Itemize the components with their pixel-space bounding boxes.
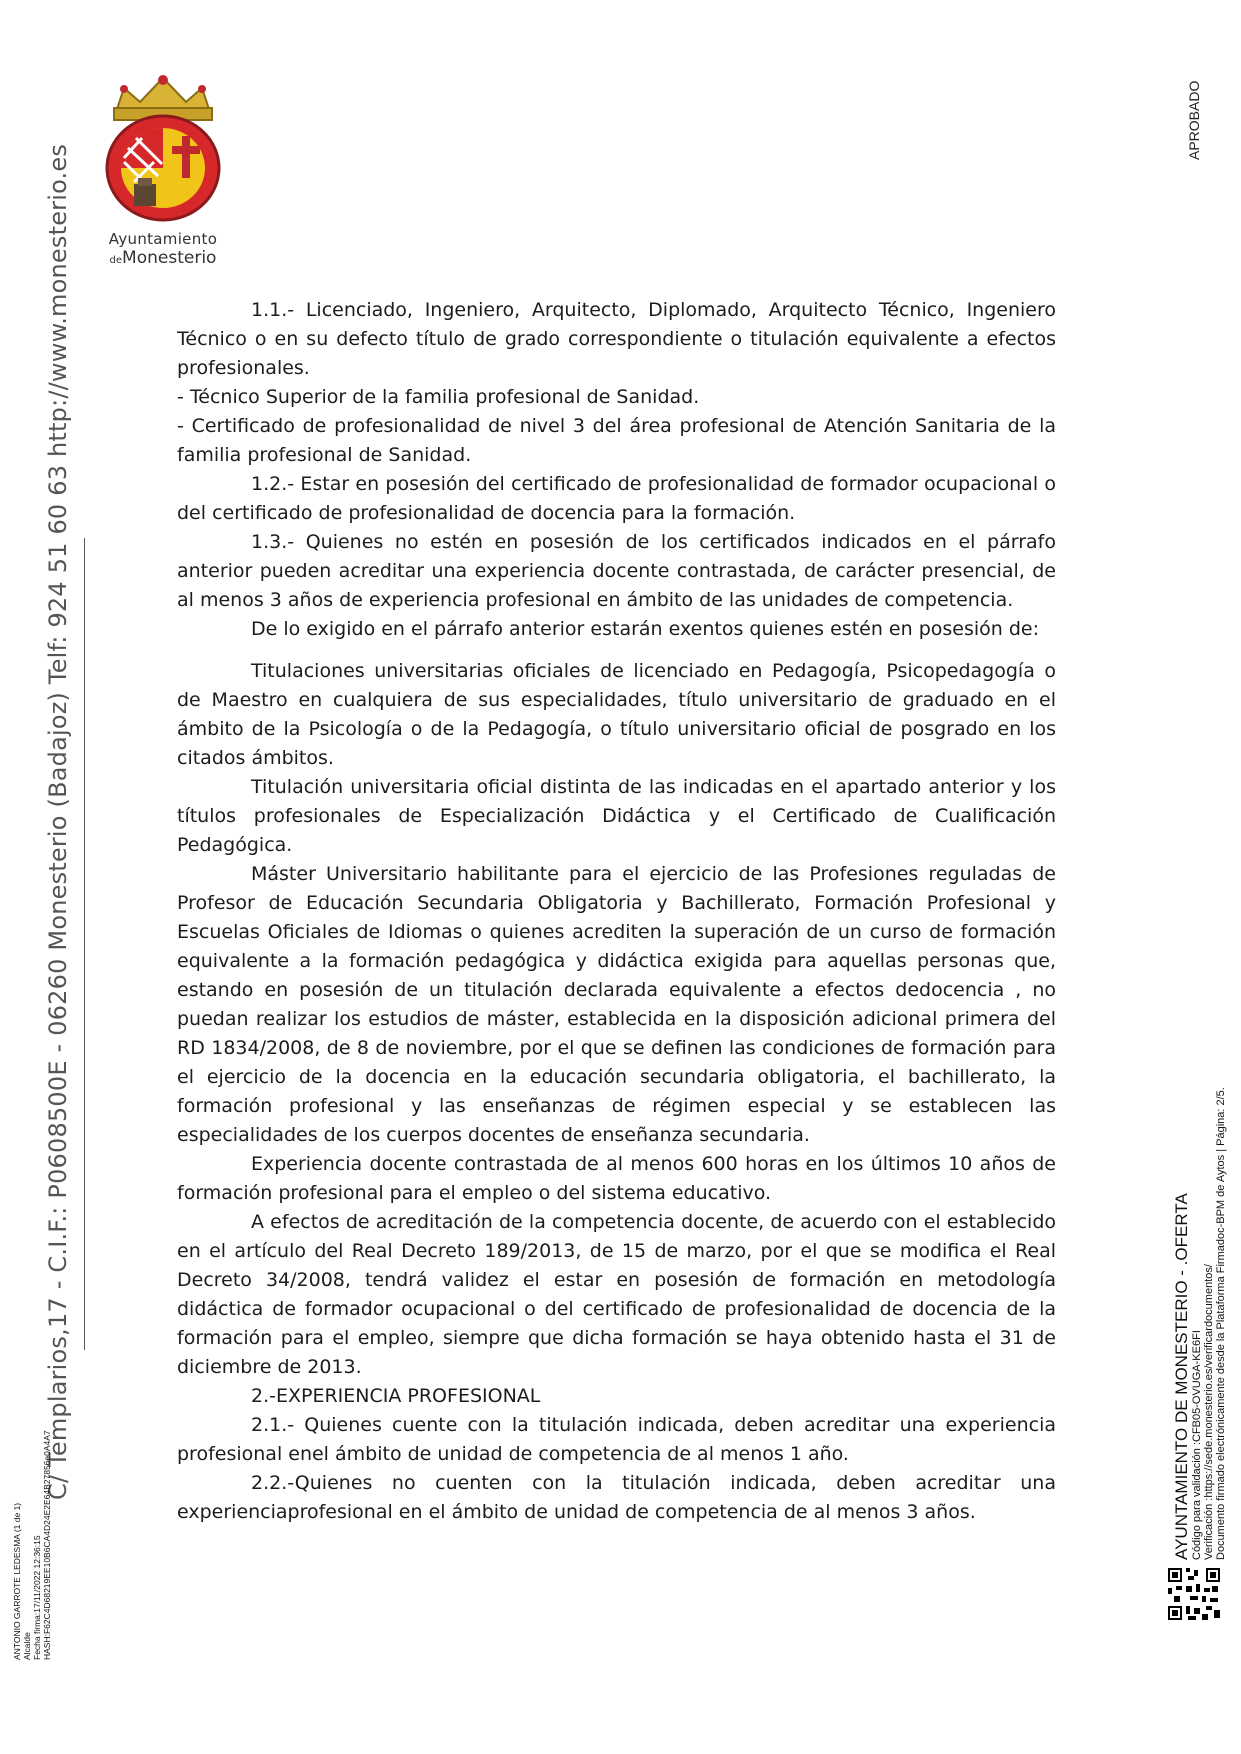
signer-role: Alcalde — [22, 1632, 32, 1660]
paragraph: A efectos de acreditación de la competencia docente, de acuerdo con el establecido en el artículo del Real Decreto 189/2013, de 15 de marzo, por el que se modifica el Real Decreto 34/2008, tendrá validez el estar en posesión de formación en metodología didáctica de formador ocupacional o del certificado de profesionalidad de docencia de la formación para el empleo, siempre que dicha formación se haya obtenido hasta el 31 de diciembre de 2013. — [177, 1211, 1056, 1378]
municipal-logo — [88, 72, 238, 272]
validation-title: AYUNTAMIENTO DE MONESTERIO - .OFERTA — [1172, 1193, 1191, 1560]
paragraph: 2.2.-Quienes no cuenten con la titulación indicada, deben acreditar una experienciaprofesional en el ámbito de unidad de competencia de al menos 3 años. — [177, 1472, 1056, 1523]
paragraph: Experiencia docente contrastada de al menos 600 horas en los últimos 10 años de formación profesional para el empleo o del sistema educativo. — [177, 1153, 1056, 1204]
document-body — [177, 296, 1056, 1527]
signature-date: Fecha firma:17/11/2022 12:36:15 — [32, 1535, 42, 1660]
validation-code: Código para validación :CFB05-OVUGA-KE6FI — [1191, 1330, 1203, 1560]
signature-hash: HASH:F62C4D68219EE10B6CA4D24E2E64B27856e0A4A7 — [42, 1430, 52, 1660]
paragraph: 2.1.- Quienes cuente con la titulación indicada, deben acreditar una experiencia profesional enel ámbito de unidad de competencia de al menos 1 año. — [177, 1414, 1056, 1465]
validation-url: Verificación :https://sede.monesterio.es/verificardocumentos/ — [1203, 1264, 1215, 1560]
validation-signed: Documento firmado electrónicamente desde la Plataforma Firmadoc-BPM de Aytos | Página: 2/5. — [1215, 1087, 1227, 1560]
approval-stamp: APROBADO — [1186, 80, 1202, 160]
paragraph: - Certificado de profesionalidad de nivel 3 del área profesional de Atención Sanitaria de la familia profesional de Sanidad. — [177, 415, 1056, 466]
logo-line2 — [88, 248, 238, 268]
signature-block — [12, 1430, 52, 1660]
municipal-address: C/ Templarios,17 - C.I.F.: P0608500E - 06260 Monesterio (Badajoz) Telf: 924 51 60 63 http://www.monesterio.es — [44, 143, 72, 1500]
qr-code-icon — [1166, 1566, 1222, 1622]
logo-prefix: de — [109, 255, 123, 266]
paragraph: 1.1.- Licenciado, Ingeniero, Arquitecto, Diplomado, Arquitecto Técnico, Ingeniero Técnico o en su defecto título de grado correspondiente o titulación equivalente a efectos profesionales. — [177, 299, 1056, 379]
paragraph: 1.2.- Estar en posesión del certificado de profesionalidad de formador ocupacional o del certificado de profesionalidad de docencia para la formación. — [177, 473, 1056, 524]
validation-block — [1172, 1087, 1227, 1560]
paragraph: Titulación universitaria oficial distinta de las indicadas en el apartado anterior y los títulos profesionales de Especialización Didáctica y el Certificado de Cualificación Pedagógica. — [177, 776, 1056, 856]
coat-of-arms-icon — [94, 72, 232, 222]
paragraph: Titulaciones universitarias oficiales de licenciado en Pedagogía, Psicopedagogía o de Maestro en cualquiera de sus especialidades, título universitario de graduado en el ámbito de la Psicología o de la Pedagogía, o título universitario oficial de posgrado en los citados ámbitos. — [177, 660, 1056, 769]
paragraph: - Técnico Superior de la familia profesional de Sanidad. — [177, 386, 700, 408]
paragraph: De lo exigido en el párrafo anterior estarán exentos quienes estén en posesión de: — [251, 618, 1040, 640]
paragraph: 1.3.- Quienes no estén en posesión de los certificados indicados en el párrafo anterior pueden acreditar una experiencia docente contrastada, de carácter presencial, de al menos 3 años de experiencia profesional en ámbito de las unidades de competencia. — [177, 531, 1056, 611]
logo-town: Monesterio — [122, 248, 217, 268]
signer-name: ANTONIO GARROTE LEDESMA (1 de 1) — [12, 1502, 22, 1660]
logo-line1: Ayuntamiento — [108, 230, 218, 248]
section-heading: 2.-EXPERIENCIA PROFESIONAL — [251, 1385, 541, 1407]
paragraph: Máster Universitario habilitante para el ejercicio de las Profesiones reguladas de Profesor de Educación Secundaria Obligatoria y Bachillerato, Formación Profesional y Escuelas Oficiales de Idiomas o quienes acrediten la superación de un curso de formación equivalente a la formación pedagógica y didáctica exigida para aquellas personas que, estando en posesión de un titulación declarada equivalente a efectos dedocencia , no puedan realizar los estudios de máster, establecida en la disposición adicional primera del RD 1834/2008, de 8 de noviembre, por el que se definen las condiciones de formación para el ejercicio de la docencia en la educación secundaria obligatoria, el bachillerato, la formación profesional y las enseñanzas de régimen especial y se establecen las especialidades de los cuerpos docentes de enseñanza secundaria. — [177, 863, 1056, 1146]
sidebar-divider — [84, 538, 85, 1350]
